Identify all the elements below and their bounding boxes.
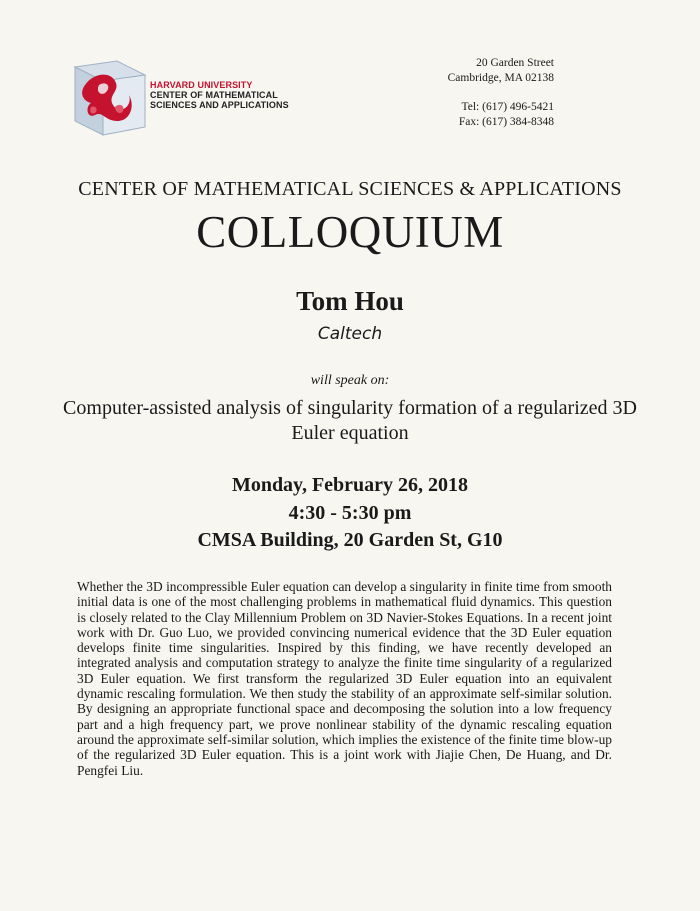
- cmsa-cube-logo-icon: [55, 55, 150, 140]
- fax: Fax: (617) 384-8348: [458, 116, 554, 128]
- city-address: Cambridge, MA 02138: [447, 72, 554, 84]
- will-speak-intro: will speak on:: [310, 373, 390, 388]
- speaker-name: Tom Hou: [296, 286, 404, 316]
- center-name-heading: CENTER OF MATHEMATICAL SCIENCES & APPLICATIONS: [78, 178, 622, 200]
- contact-address: [448, 56, 554, 130]
- telephone: Tel: (617) 496-5421: [461, 101, 554, 113]
- cmsa-logo: [55, 55, 150, 140]
- institution-line-center: CENTER OF MATHEMATICAL: [150, 90, 278, 100]
- event-time: 4:30 - 5:30 pm: [288, 502, 412, 524]
- institution-line-sciences: SCIENCES AND APPLICATIONS: [150, 100, 289, 110]
- talk-title: Computer-assisted analysis of singularity formation of a regularized 3D Euler equation: [63, 397, 637, 444]
- event-location: CMSA Building, 20 Garden St, G10: [197, 529, 503, 551]
- institution-line-university: HARVARD UNIVERSITY: [150, 80, 253, 90]
- speaker-affiliation: Caltech: [317, 324, 383, 344]
- street-address: 20 Garden Street: [476, 57, 554, 69]
- event-date: Monday, February 26, 2018: [231, 474, 469, 496]
- institution-name: [150, 80, 289, 110]
- abstract-text: Whether the 3D incompressible Euler equation can develop a singularity in finite time from smooth initial data is one of the most challenging problems in mathematical fluid dynamics. This question is closely related to the Clay Millennium Problem on 3D Navier-Stokes Equations. In a recent joint work with Dr. Guo Luo, we provided convincing numerical evidence that the 3D Euler equation develops finite time singularities. Inspired by this finding, we have recently developed an integrated analysis and computation strategy to analyze the finite time singularity of a regularized 3D Euler equation. We first transform the regularized 3D Euler equation into an equivalent dynamic rescaling formulation. We then study the stability of an approximate self-similar solution. By designing an appropriate functional space and decomposing the solution into a low frequency part and a high frequency part, we prove nonlinear stability of the dynamic rescaling equation around the approximate self-similar solution, which implies the existence of the finite time blow-up of the regularized 3D Euler equation. This is a joint work with Jiajie Chen, De Huang, and Dr. Pengfei Liu.: [77, 579, 612, 778]
- colloquium-heading: COLLOQUIUM: [196, 207, 504, 257]
